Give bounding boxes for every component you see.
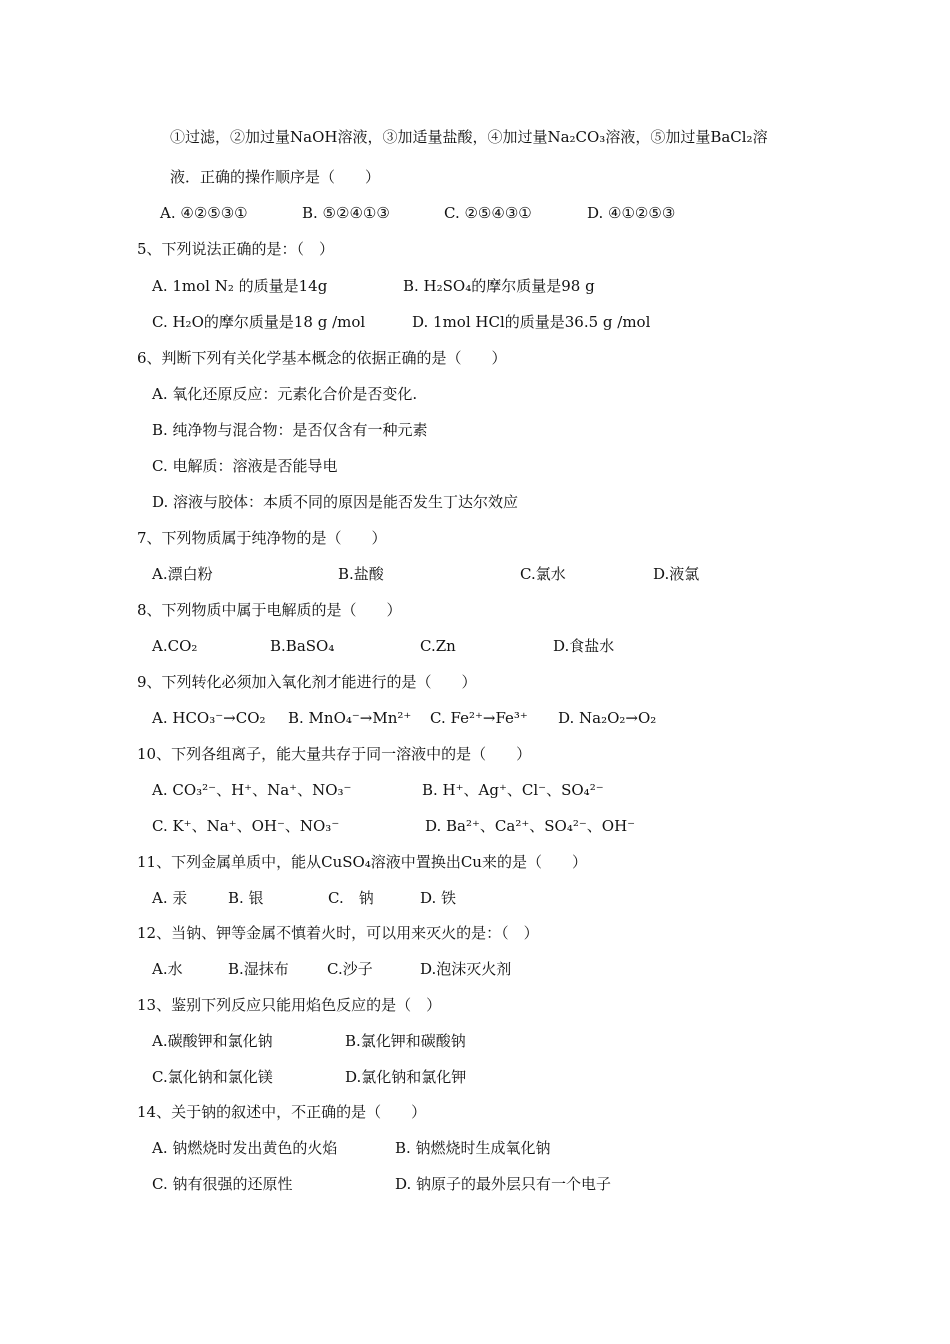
q14-option-c: C. 钠有很强的还原性 [152, 1175, 293, 1193]
q12-option-a: A.水 [152, 960, 183, 978]
q9-option-d: D. Na₂O₂→O₂ [558, 709, 657, 727]
q14-option-a: A. 钠燃烧时发出黄色的火焰 [152, 1139, 338, 1157]
q4-option-a: A. ④②⑤③① [160, 204, 248, 222]
q10-option-a: A. CO₃²⁻、H⁺、Na⁺、NO₃⁻ [152, 781, 352, 799]
q4-stem-line1: ①过滤，②加过量NaOH溶液，③加适量盐酸，④加过量Na₂CO₃溶液，⑤加过量BaCl₂溶 [170, 128, 768, 146]
q10-stem: 10、下列各组离子，能大量共存于同一溶液中的是（ ） [137, 745, 532, 763]
q7-option-c: C.氯水 [520, 565, 566, 583]
q9-option-b: B. MnO₄⁻→Mn²⁺ [288, 709, 412, 727]
q13-option-d: D.氯化钠和氯化钾 [345, 1068, 467, 1086]
q7-stem: 7、下列物质属于纯净物的是（ ） [137, 529, 387, 547]
q9-stem: 9、下列转化必须加入氧化剂才能进行的是（ ） [137, 673, 477, 691]
q8-stem: 8、下列物质中属于电解质的是（ ） [137, 601, 402, 619]
q7-option-d: D.液氯 [653, 565, 700, 583]
q11-option-c: C. 钠 [328, 889, 374, 907]
q5-option-d: D. 1mol HCl的质量是36.5 g /mol [412, 313, 651, 331]
q9-option-a: A. HCO₃⁻→CO₂ [152, 709, 266, 727]
q4-stem-line2: 液．正确的操作顺序是（ ） [170, 168, 381, 186]
q12-option-d: D.泡沫灭火剂 [420, 960, 512, 978]
q13-stem: 13、鉴别下列反应只能用焰色反应的是（ ） [137, 996, 442, 1014]
q8-option-d: D.食盐水 [553, 637, 615, 655]
q10-option-d: D. Ba²⁺、Ca²⁺、SO₄²⁻、OH⁻ [425, 817, 636, 835]
q7-option-a: A.漂白粉 [152, 565, 213, 583]
q4-option-b: B. ⑤②④①③ [302, 204, 390, 222]
q11-option-a: A. 汞 [152, 889, 188, 907]
q13-option-a: A.碳酸钾和氯化钠 [152, 1032, 273, 1050]
q7-option-b: B.盐酸 [338, 565, 384, 583]
q6-option-b: B. 纯净物与混合物：是否仅含有一种元素 [152, 421, 428, 439]
q4-option-d: D. ④①②⑤③ [587, 204, 676, 222]
q8-option-c: C.Zn [420, 637, 456, 655]
q9-option-c: C. Fe²⁺→Fe³⁺ [430, 709, 528, 727]
q14-option-b: B. 钠燃烧时生成氧化钠 [395, 1139, 551, 1157]
q14-option-d: D. 钠原子的最外层只有一个电子 [395, 1175, 612, 1193]
q6-option-d: D. 溶液与胶体：本质不同的原因是能否发生丁达尔效应 [152, 493, 519, 511]
q6-option-c: C. 电解质：溶液是否能导电 [152, 457, 338, 475]
q5-option-b: B. H₂SO₄的摩尔质量是98 g [403, 277, 595, 295]
q13-option-c: C.氯化钠和氯化镁 [152, 1068, 273, 1086]
q8-option-b: B.BaSO₄ [270, 637, 335, 655]
q6-stem: 6、判断下列有关化学基本概念的依据正确的是（ ） [137, 349, 507, 367]
q6-option-a: A. 氧化还原反应：元素化合价是否变化. [152, 385, 418, 403]
q11-stem: 11、下列金属单质中，能从CuSO₄溶液中置换出Cu来的是（ ） [137, 853, 587, 871]
q14-stem: 14、关于钠的叙述中，不正确的是（ ） [137, 1103, 427, 1121]
q5-stem: 5、下列说法正确的是：（ ） [137, 240, 335, 258]
q12-option-c: C.沙子 [327, 960, 373, 978]
q10-option-c: C. K⁺、Na⁺、OH⁻、NO₃⁻ [152, 817, 340, 835]
q12-stem: 12、当钠、钾等金属不慎着火时，可以用来灭火的是：（ ） [137, 924, 539, 942]
q11-option-d: D. 铁 [420, 889, 457, 907]
q12-option-b: B.湿抹布 [228, 960, 289, 978]
q4-option-c: C. ②⑤④③① [444, 204, 532, 222]
q13-option-b: B.氯化钾和碳酸钠 [345, 1032, 466, 1050]
q8-option-a: A.CO₂ [152, 637, 198, 655]
q5-option-a: A. 1mol N₂ 的质量是14g [152, 277, 328, 295]
q11-option-b: B. 银 [228, 889, 264, 907]
q5-option-c: C. H₂O的摩尔质量是18 g /mol [152, 313, 366, 331]
q10-option-b: B. H⁺、Ag⁺、Cl⁻、SO₄²⁻ [422, 781, 604, 799]
